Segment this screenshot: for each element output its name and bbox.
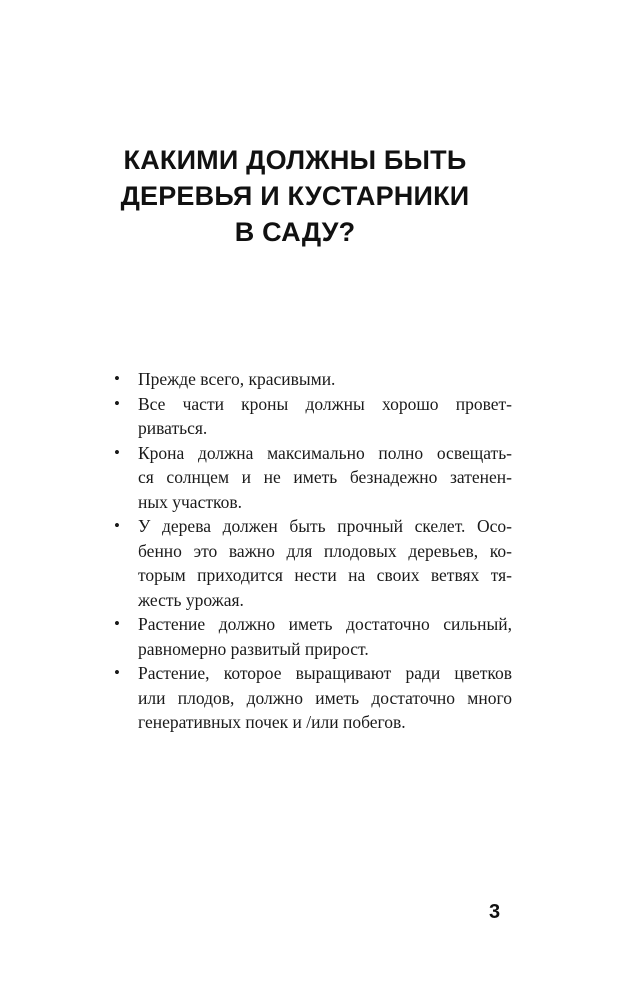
bullet-item <box>112 441 512 515</box>
bullet-text-line: Все части кроны должны хорошо провет- <box>138 393 512 414</box>
bullet-icon: • <box>114 614 120 633</box>
bullet-text-line: ных участков. <box>138 491 242 512</box>
bullet-item <box>112 514 512 612</box>
bullet-icon: • <box>114 442 120 462</box>
bullet-text-line: Растение, которое выращивают ради цветков <box>138 663 512 683</box>
bullet-item <box>112 367 512 392</box>
bullet-text-line: или плодов, должно иметь достаточно много <box>138 687 512 708</box>
bullet-text-line: торым приходится нести на своих ветвях тя- <box>138 565 512 585</box>
chapter-title-line: ДЕРЕВЬЯ И КУСТАРНИКИ <box>120 181 470 211</box>
bullet-icon: • <box>114 369 120 388</box>
chapter-title-line: КАКИМИ ДОЛЖНЫ БЫТЬ <box>123 145 467 175</box>
bullet-text-line: бенно это важно для плодовых деревьев, ко- <box>138 540 512 561</box>
bullet-icon: • <box>114 663 120 682</box>
bullet-text-line: Прежде всего, красивыми. <box>138 369 336 389</box>
bullet-item <box>112 612 512 661</box>
bullet-text-line: ся солнцем и не иметь безнадежно затенен- <box>138 467 512 487</box>
bullet-icon: • <box>114 516 120 535</box>
bullet-text-line: равномерно развитый прирост. <box>138 638 369 659</box>
bullet-text-line: Растение должно иметь достаточно сильный, <box>138 614 512 634</box>
bullet-text-line: жесть урожая. <box>138 589 244 610</box>
bullet-text-line: риваться. <box>138 418 208 438</box>
bullet-text-line: Крона должна максимально полно освещать- <box>138 442 512 463</box>
bullet-list <box>112 367 512 735</box>
bullet-item <box>112 392 512 441</box>
chapter-title-line: В САДУ? <box>234 217 356 247</box>
page-number: 3 <box>489 901 501 923</box>
bullet-item <box>112 661 512 735</box>
bullet-icon: • <box>114 393 120 413</box>
chapter-title <box>100 142 490 250</box>
bullet-text-line: У дерева должен быть прочный скелет. Осо- <box>138 516 512 536</box>
bullet-text-line: генеративных почек и /или побегов. <box>138 712 406 732</box>
